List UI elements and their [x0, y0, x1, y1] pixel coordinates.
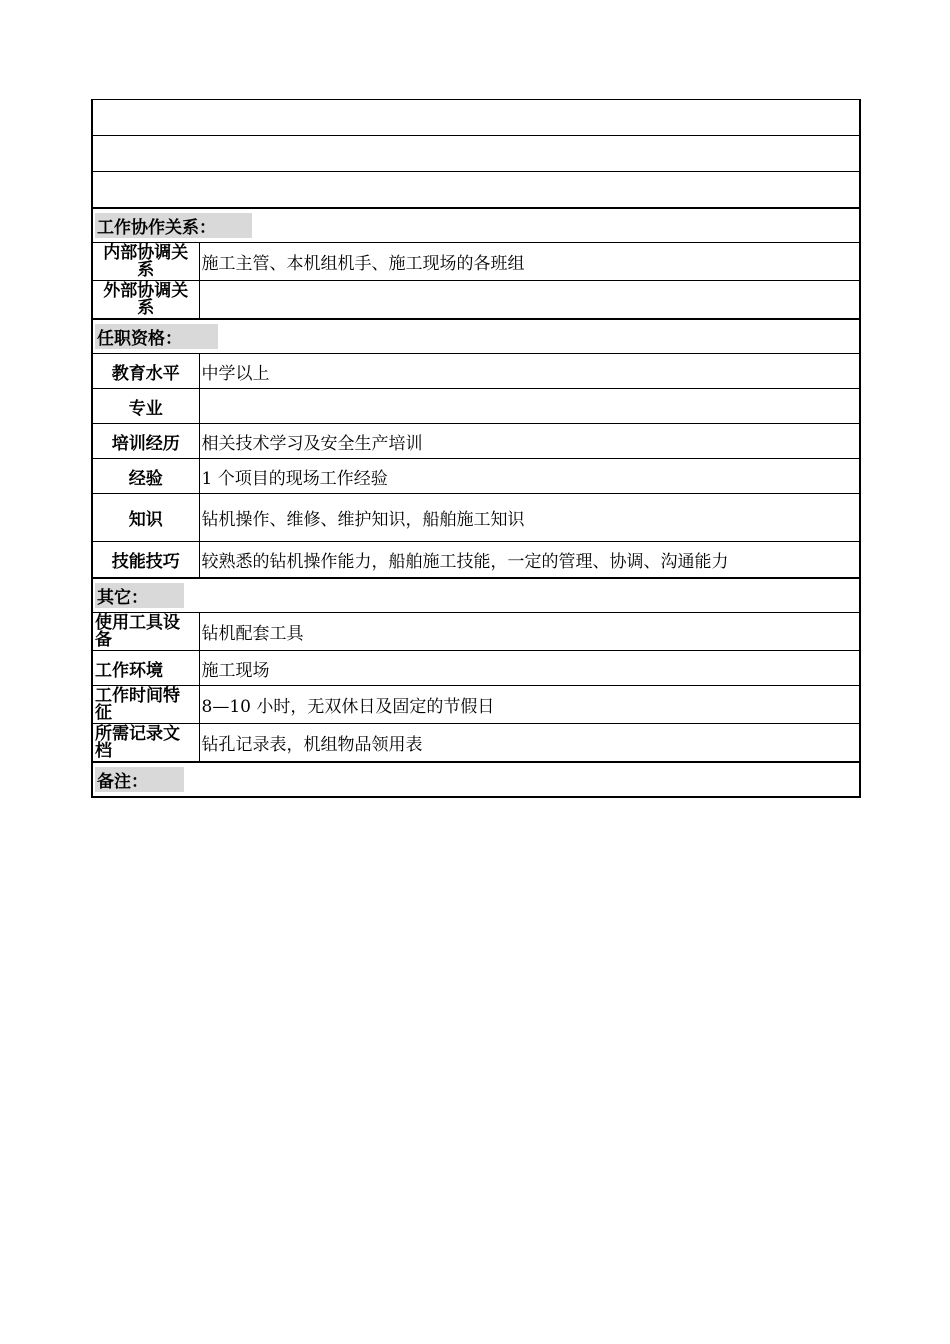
row-value: 钻孔记录表，机组物品领用表 [199, 724, 860, 763]
section-title: 工作协作关系： [95, 213, 252, 238]
row-value [199, 281, 860, 320]
section-header-remarks [92, 762, 860, 797]
table-row [92, 424, 860, 459]
table-row [92, 613, 860, 651]
table-row [92, 542, 860, 579]
row-value: 较熟悉的钻机操作能力，船舶施工技能，一定的管理、协调、沟通能力 [199, 542, 860, 579]
row-value: 施工主管、本机组机手、施工现场的各班组 [199, 243, 860, 281]
section-header-qualification [92, 319, 860, 354]
section-header-other [92, 578, 860, 613]
empty-cell [92, 136, 860, 172]
empty-row [92, 100, 860, 136]
row-value: 1 个项目的现场工作经验 [199, 459, 860, 494]
row-value: 中学以上 [199, 354, 860, 389]
table-row [92, 459, 860, 494]
table-row [92, 494, 860, 542]
section-title: 备注： [95, 767, 184, 792]
row-value: 8—10 小时，无双休日及固定的节假日 [199, 686, 860, 724]
empty-row [92, 136, 860, 172]
row-value: 施工现场 [199, 651, 860, 686]
empty-cell [92, 172, 860, 209]
table-row [92, 243, 860, 281]
empty-row [92, 172, 860, 209]
table-row [92, 686, 860, 724]
row-label: 所需记录文档 [92, 724, 199, 763]
row-value: 钻机操作、维修、维护知识，船舶施工知识 [199, 494, 860, 542]
section-title: 其它： [95, 583, 184, 608]
row-label: 培训经历 [92, 424, 199, 459]
table-row [92, 724, 860, 763]
row-label: 工作时间特征 [92, 686, 199, 724]
row-value [199, 389, 860, 424]
job-description-sheet [91, 99, 859, 798]
empty-cell [92, 100, 860, 136]
row-label: 内部协调关系 [92, 243, 199, 281]
row-label: 外部协调关系 [92, 281, 199, 320]
row-value: 钻机配套工具 [199, 613, 860, 651]
table-row [92, 389, 860, 424]
job-description-table [91, 99, 861, 798]
row-label: 经验 [92, 459, 199, 494]
table-row [92, 354, 860, 389]
section-header-collab [92, 208, 860, 243]
table-row [92, 651, 860, 686]
row-label: 工作环境 [92, 651, 199, 686]
table-row [92, 281, 860, 320]
row-label: 使用工具设备 [92, 613, 199, 651]
row-label: 教育水平 [92, 354, 199, 389]
row-label: 专业 [92, 389, 199, 424]
row-label: 技能技巧 [92, 542, 199, 579]
row-label: 知识 [92, 494, 199, 542]
section-title: 任职资格： [95, 324, 218, 349]
row-value: 相关技术学习及安全生产培训 [199, 424, 860, 459]
